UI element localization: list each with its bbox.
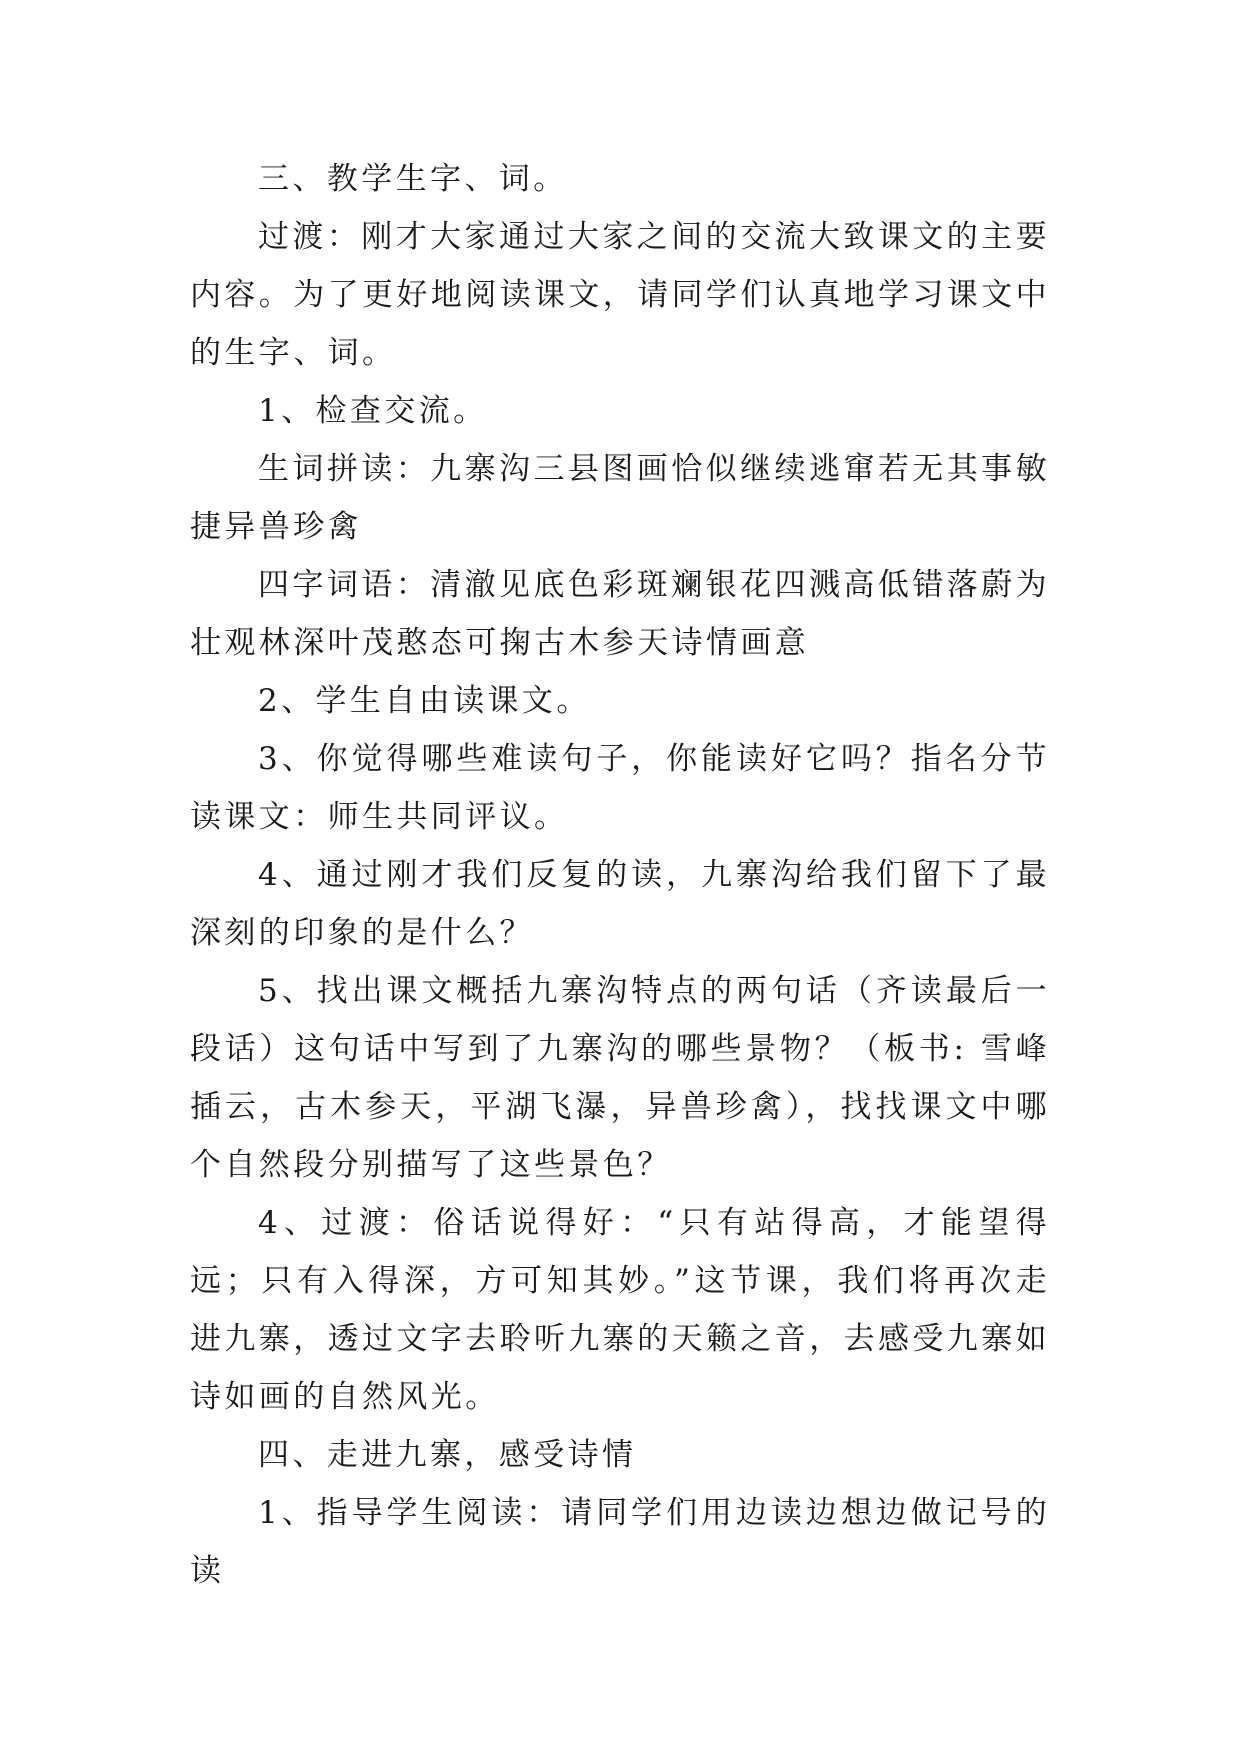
paragraph-four-char-words: 四字词语：清澈见底色彩斑斓银花四溅高低错落蔚为壮观林深叶茂憨态可掬古木参天诗情画意: [190, 567, 1050, 661]
list-item-guide-reading: 1、指导学生阅读：请同学们用边读边想边做记号的读: [190, 1495, 1050, 1589]
document-body: [190, 150, 1050, 1600]
list-item-check-exchange: 1、检查交流。: [258, 393, 488, 429]
section-heading-teach-words: 三、教学生字、词。: [258, 161, 568, 197]
paragraph-transition: 过渡：刚才大家通过大家之间的交流大致课文的主要内容。为了更好地阅读课文，请同学们认真地学习课文中的生字、词。: [190, 219, 1050, 371]
list-item-transition-proverb: 4、过渡：俗话说得好：“只有站得高，才能望得远；只有入得深，方可知其妙。”这节课，我们将再次走进九寨，透过文字去聆听九寨的天籁之音，去感受九寨如诗如画的自然风光。: [190, 1205, 1050, 1415]
list-item-find-sentences: 5、找出课文概括九寨沟特点的两句话（齐读最后一段话）这句话中写到了九寨沟的哪些景物？（板书: 雪峰插云，古木参天，平湖飞瀑，异兽珍禽），找找课文中哪个自然段分别描写了这些景色？: [190, 973, 1050, 1183]
list-item-free-reading: 2、学生自由读课文。: [258, 683, 591, 719]
section-heading-enter-jiuzhai: 四、走进九寨，感受诗情: [258, 1437, 637, 1473]
paragraph-new-words: 生词拼读：九寨沟三县图画恰似继续逃窜若无其事敏捷异兽珍禽: [190, 451, 1050, 545]
list-item-impression: 4、通过刚才我们反复的读，九寨沟给我们留下了最深刻的印象的是什么？: [190, 857, 1050, 951]
list-item-difficult-sentences: 3、你觉得哪些难读句子，你能读好它吗？指名分节读课文：师生共同评议。: [190, 741, 1050, 835]
